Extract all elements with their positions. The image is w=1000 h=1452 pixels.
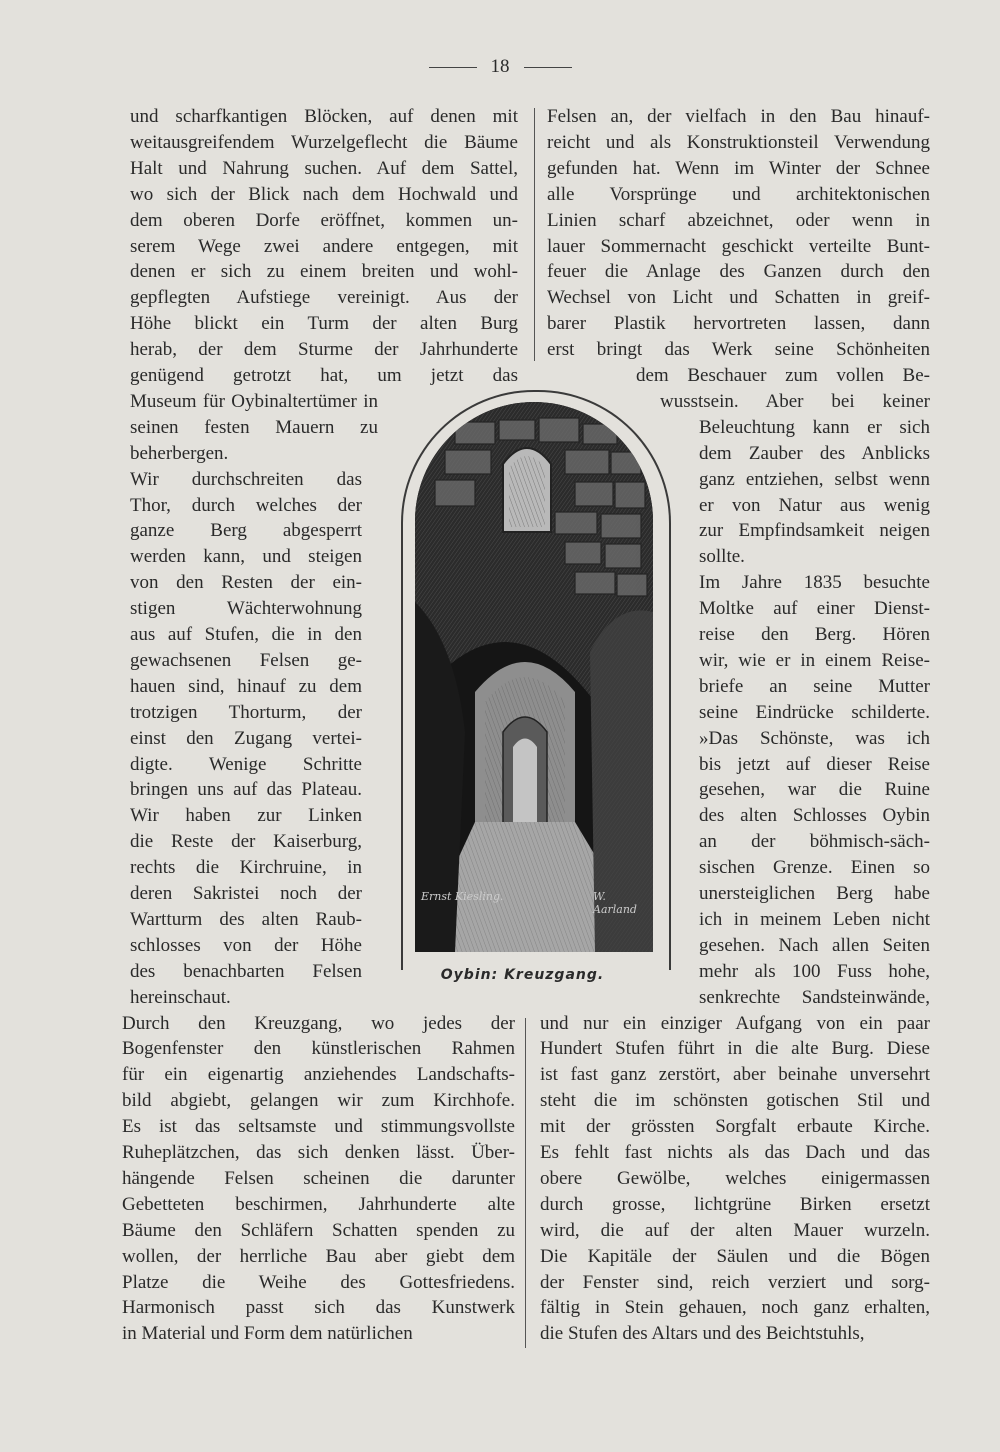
right-column-line: sollte. [699, 546, 745, 568]
page-number-dash-left [429, 67, 477, 68]
left-column-line: und scharfkantigen Blöcken, auf denen mit [130, 106, 518, 127]
right-column-line: und nur ein einziger Aufgang von ein paar [540, 1012, 930, 1034]
left-column-line: Wir haben zur Linken [130, 805, 362, 827]
right-column-line: des alten Schlosses Oybin [699, 805, 930, 827]
right-column-line: wird, die auf der alten Mauer wurzeln. [540, 1219, 930, 1241]
engraving-signature-left: Ernst Kiesling. [421, 890, 504, 903]
left-column-line: Bäume den Schläfern Schatten spenden zu [122, 1219, 515, 1241]
left-column-line: Wir durchschreiten das [130, 468, 362, 490]
left-column-line: genügend getrotzt hat, um jetzt das [130, 365, 518, 386]
left-column-line: gepflegten Aufstiege vereinigt. Aus der [130, 287, 518, 309]
left-column-line: beherbergen. [130, 442, 229, 464]
figure-caption: Oybin: Kreuzgang. [440, 967, 605, 983]
left-column-line: Durch den Kreuzgang, wo jedes der [122, 1012, 515, 1034]
left-column-line: Bogenfenster den künstlerischen Rahmen [122, 1038, 515, 1060]
left-column-line: des benachbarten Felsen [130, 960, 362, 982]
right-column-line: Wechsel von Licht und Schatten in greif- [547, 287, 930, 309]
right-column-line: zur Empfindsamkeit neigen [699, 520, 930, 542]
left-column-line: weitausgreifendem Wurzelgeflecht die Bäume [130, 131, 518, 153]
right-column-line: Felsen an, der vielfach in den Bau hinauf- [547, 106, 930, 127]
right-column-line: Die Kapitäle der Säulen und die Bögen [540, 1245, 930, 1267]
left-column-line: Museum für Oybinaltertümer in [130, 390, 378, 412]
left-column-line: dem oberen Dorfe eröffnet, kommen un- [130, 209, 518, 231]
right-column-line: Im Jahre 1835 besuchte [699, 572, 930, 594]
left-column-line: hauen sind, hinauf zu dem [130, 675, 362, 697]
right-column-line: Moltke auf einer Dienst- [699, 598, 930, 620]
right-column-line: gefunden hat. Wenn im Winter der Schnee [547, 157, 930, 179]
left-column-line: hängende Felsen scheinen die darunter [122, 1167, 515, 1189]
right-column-line: wusstsein. Aber bei keiner [660, 390, 930, 412]
illustration-figure [385, 390, 685, 980]
left-column-line: digte. Wenige Schritte [130, 753, 362, 775]
right-column-line: an der böhmisch-säch- [699, 831, 930, 853]
left-column-line: Harmonisch passt sich das Kunstwerk [122, 1297, 515, 1319]
right-column-line: sischen Grenze. Einen so [699, 857, 930, 879]
left-column-line: gewachsenen Felsen ge- [130, 649, 362, 671]
right-column-line: erst bringt das Werk seine Schönheiten [547, 339, 930, 361]
page-number [0, 56, 1000, 78]
right-column-line: mit der grössten Sorgfalt erbaute Kirche. [540, 1116, 930, 1138]
left-column-line: bringen uns auf das Plateau. [130, 779, 362, 801]
right-column-line: obere Gewölbe, welches einigermassen [540, 1167, 930, 1189]
cloister-engraving [415, 402, 653, 952]
right-column-line: lauer Sommernacht geschickt verteilte Bunt- [547, 235, 930, 257]
right-column-line: bis jetzt auf dieser Reise [699, 753, 930, 775]
right-column-line: alle Vorsprünge und architektonischen [547, 183, 930, 205]
left-column-line: herab, der dem Sturme der Jahrhunderte [130, 339, 518, 361]
right-column-line: mehr als 100 Fuss hohe, [699, 960, 930, 982]
right-column-line: gesehen, war die Ruine [699, 779, 930, 801]
right-column-line: Linien scharf abzeichnet, oder wenn in [547, 209, 930, 231]
column-divider-top [534, 108, 535, 361]
left-column-line: seinen festen Mauern zu [130, 416, 378, 438]
left-column-line: einst den Zugang vertei- [130, 727, 362, 749]
right-column-line: dem Beschauer zum vollen Be- [636, 365, 930, 386]
left-column-line: werden kann, und steigen [130, 546, 362, 568]
right-column-line: unersteiglichen Berg habe [699, 883, 930, 904]
right-column-line: die Stufen des Altars und des Beichtstuhls, [540, 1323, 865, 1345]
left-column-line: Platze die Weihe des Gottesfriedens. [122, 1271, 515, 1293]
right-column-line: er von Natur aus wenig [699, 494, 930, 516]
right-column-line: reise den Berg. Hören [699, 624, 930, 645]
left-column-line: Wartturm des alten Raub- [130, 908, 362, 930]
left-column-line: Gebetteten beschirmen, Jahrhunderte alte [122, 1193, 515, 1215]
right-column-line: Hundert Stufen führt in die alte Burg. Diese [540, 1038, 930, 1060]
left-column-line: stigen Wächterwohnung [130, 598, 362, 620]
left-column-line: trotzigen Thorturm, der [130, 701, 362, 723]
left-column-line: Es ist das seltsamste und stimmungsvollste [122, 1116, 515, 1138]
left-column-line: von den Resten der ein- [130, 572, 362, 594]
right-column-line: Beleuchtung kann er sich [699, 416, 930, 438]
column-divider-bottom [525, 1018, 526, 1348]
left-column-line: wollen, der herrliche Bau aber giebt dem [122, 1245, 515, 1267]
right-column-line: Es fehlt fast nichts als das Dach und das [540, 1142, 930, 1163]
engraving-image [415, 402, 653, 952]
right-column-line: briefe an seine Mutter [699, 675, 930, 697]
left-column-line: serem Wege zwei andere entgegen, mit [130, 235, 518, 257]
left-column-line: wo sich der Blick nach dem Hochwald und [130, 183, 518, 205]
right-column-line: seine Eindrücke schilderte. [699, 701, 930, 723]
engraving-signature-right: W. Aarland [593, 890, 637, 916]
right-column-line: ist fast ganz zerstört, aber beinahe unversehrt [540, 1064, 930, 1086]
right-column-line: barer Plastik hervortreten lassen, dann [547, 313, 930, 335]
right-column-line: gesehen. Nach allen Seiten [699, 934, 930, 956]
right-column-line: »Das Schönste, was ich [699, 727, 930, 749]
right-column-line: durch grosse, lichtgrüne Birken ersetzt [540, 1193, 930, 1215]
right-column-line: ganz entziehen, selbst wenn [699, 468, 930, 490]
left-column-line: denen er sich zu einem breiten und wohl- [130, 261, 518, 283]
right-column-line: dem Zauber des Anblicks [699, 442, 930, 464]
left-column-line: ganze Berg abgesperrt [130, 520, 362, 542]
left-column-line: die Reste der Kaiserburg, [130, 831, 362, 853]
left-column-line: Ruheplätzchen, das sich denken lässt. Über- [122, 1142, 515, 1163]
right-column-line: wir, wie er in einem Reise- [699, 649, 930, 671]
page-number-text: 18 [490, 56, 510, 77]
left-column-line: hereinschaut. [130, 986, 231, 1008]
left-column-line: in Material und Form dem natürlichen [122, 1323, 413, 1345]
right-column-line: fältig in Stein gehauen, noch ganz erhalten, [540, 1297, 930, 1319]
left-column-line: deren Sakristei noch der [130, 883, 362, 904]
left-column-line: Halt und Nahrung suchen. Auf dem Sattel, [130, 157, 518, 179]
left-column-line: für ein eigenartig anziehendes Landschafts- [122, 1064, 515, 1086]
right-column-line: reicht und als Konstruktionsteil Verwendung [547, 131, 930, 153]
right-column-line: steht die im schönsten gotischen Stil und [540, 1090, 930, 1112]
right-column-line: feuer die Anlage des Ganzen durch den [547, 261, 930, 283]
page-number-dash-right [524, 67, 572, 68]
right-column-line: ich in meinem Leben nicht [699, 908, 930, 930]
right-column-line: senkrechte Sandsteinwände, [699, 986, 930, 1008]
left-column-line: schlosses von der Höhe [130, 934, 362, 956]
left-column-line: bild abgiebt, gelangen wir zum Kirchhofe. [122, 1090, 515, 1112]
left-column-line: Thor, durch welches der [130, 494, 362, 516]
left-column-line: Höhe blickt ein Turm der alten Burg [130, 313, 518, 335]
right-column-line: der Fenster sind, reich verziert und sorg- [540, 1271, 930, 1293]
left-column-line: rechts die Kirchruine, in [130, 857, 362, 879]
left-column-line: aus auf Stufen, die in den [130, 624, 362, 645]
